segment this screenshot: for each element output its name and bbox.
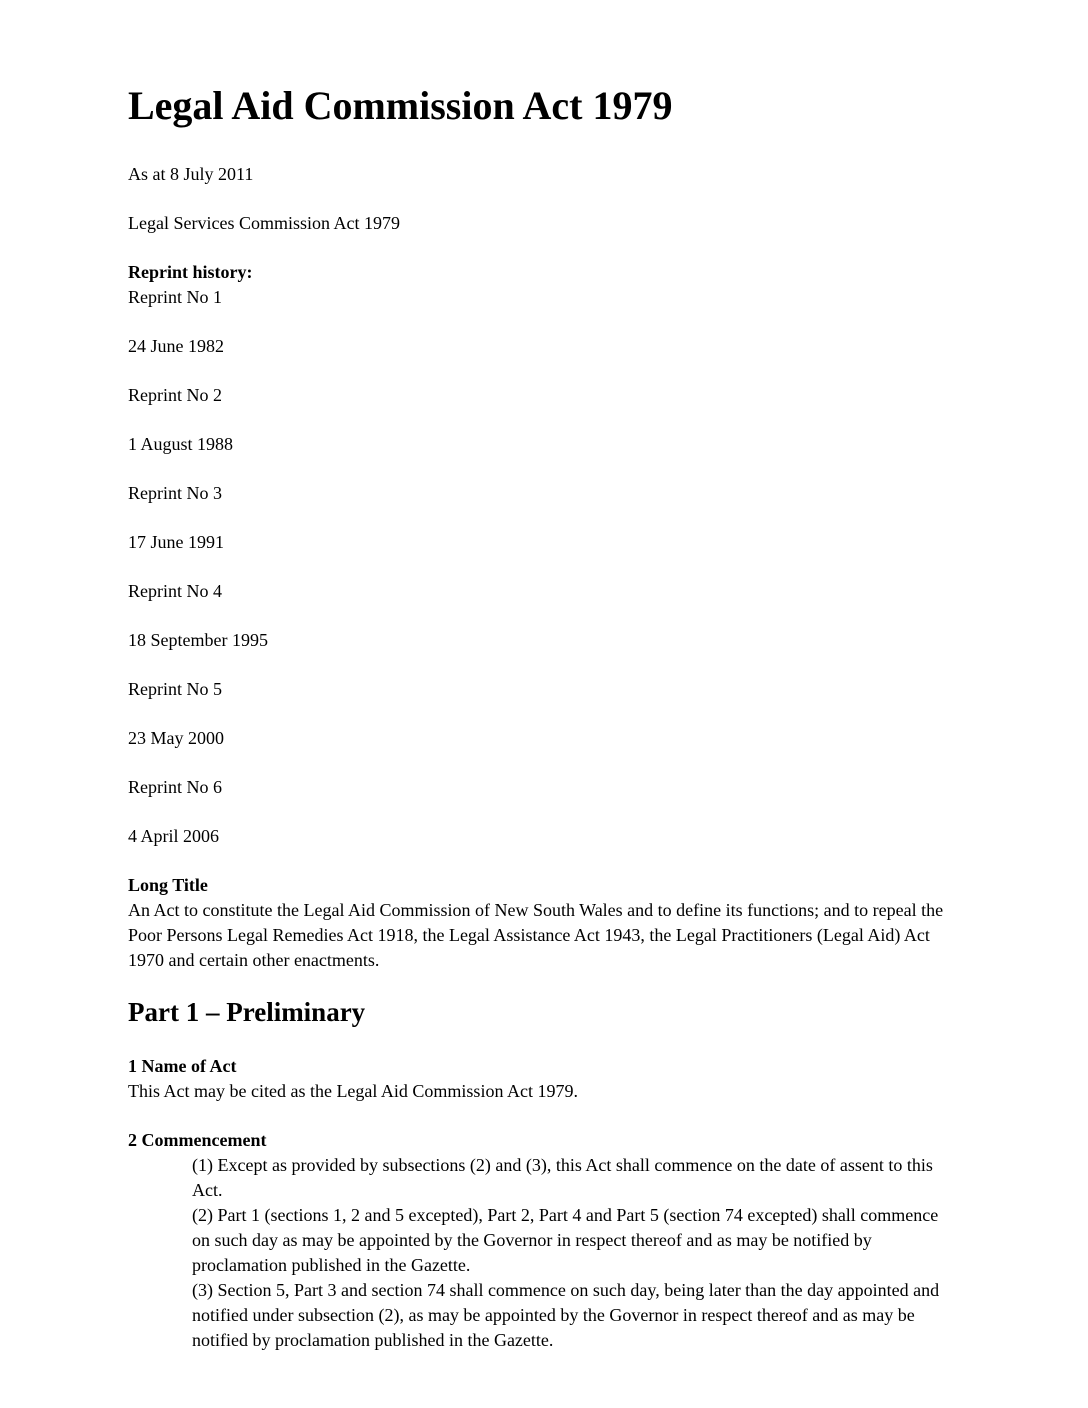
subsection-1: (1) Except as provided by subsections (2) and (3), this Act shall commence on the date of assent to this Act. bbox=[192, 1155, 933, 1201]
as-at-date: As at 8 July 2011 bbox=[128, 164, 254, 184]
section-2-heading: 2 Commencement bbox=[128, 1130, 267, 1151]
section-2-subsections bbox=[128, 1153, 960, 1353]
reprint-label: Reprint No 1 bbox=[128, 287, 222, 307]
part-1-heading: Part 1 – Preliminary bbox=[128, 997, 366, 1027]
subsection-2: (2) Part 1 (sections 1, 2 and 5 excepted), Part 2, Part 4 and Part 5 (section 74 excepted) shall commence on such day as may be appointed by the Governor in respect thereof and as may be notified by proclamation published in the Gazette. bbox=[192, 1205, 939, 1276]
reprint-date: 24 June 1982 bbox=[128, 336, 224, 356]
section-1-heading: 1 Name of Act bbox=[128, 1056, 237, 1077]
reprint-date: 23 May 2000 bbox=[128, 728, 224, 748]
reprint-date: 17 June 1991 bbox=[128, 532, 224, 552]
alternate-act-name: Legal Services Commission Act 1979 bbox=[128, 213, 400, 233]
reprint-history-section bbox=[128, 260, 960, 849]
reprint-date: 1 August 1988 bbox=[128, 434, 234, 454]
long-title-section bbox=[128, 873, 960, 973]
reprint-history-label: Reprint history: bbox=[128, 262, 253, 282]
reprint-label: Reprint No 6 bbox=[128, 777, 222, 797]
section-1-body: This Act may be cited as the Legal Aid Commission Act 1979. bbox=[128, 1081, 578, 1102]
long-title-text: An Act to constitute the Legal Aid Commission of New South Wales and to define its functions; and to repeal the Poor Persons Legal Remedies Act 1918, the Legal Assistance Act 1943, the Legal Practitioners (Legal Aid) Act 1970 and certain other enactments. bbox=[128, 900, 944, 970]
section-2 bbox=[128, 1128, 960, 1353]
reprint-label: Reprint No 5 bbox=[128, 679, 222, 699]
reprint-date: 18 September 1995 bbox=[128, 630, 268, 650]
reprint-label: Reprint No 2 bbox=[128, 385, 222, 405]
document-title: Legal Aid Commission Act 1979 bbox=[128, 83, 673, 128]
reprint-label: Reprint No 4 bbox=[128, 581, 222, 601]
long-title-label: Long Title bbox=[128, 875, 208, 895]
reprint-label: Reprint No 3 bbox=[128, 483, 222, 503]
reprint-date: 4 April 2006 bbox=[128, 826, 220, 846]
section-1 bbox=[128, 1054, 960, 1104]
subsection-3: (3) Section 5, Part 3 and section 74 shall commence on such day, being later than the day appointed and notified under subsection (2), as may be appointed by the Governor in respect thereof and as may be notified by proclamation published in the Gazette. bbox=[192, 1280, 940, 1351]
